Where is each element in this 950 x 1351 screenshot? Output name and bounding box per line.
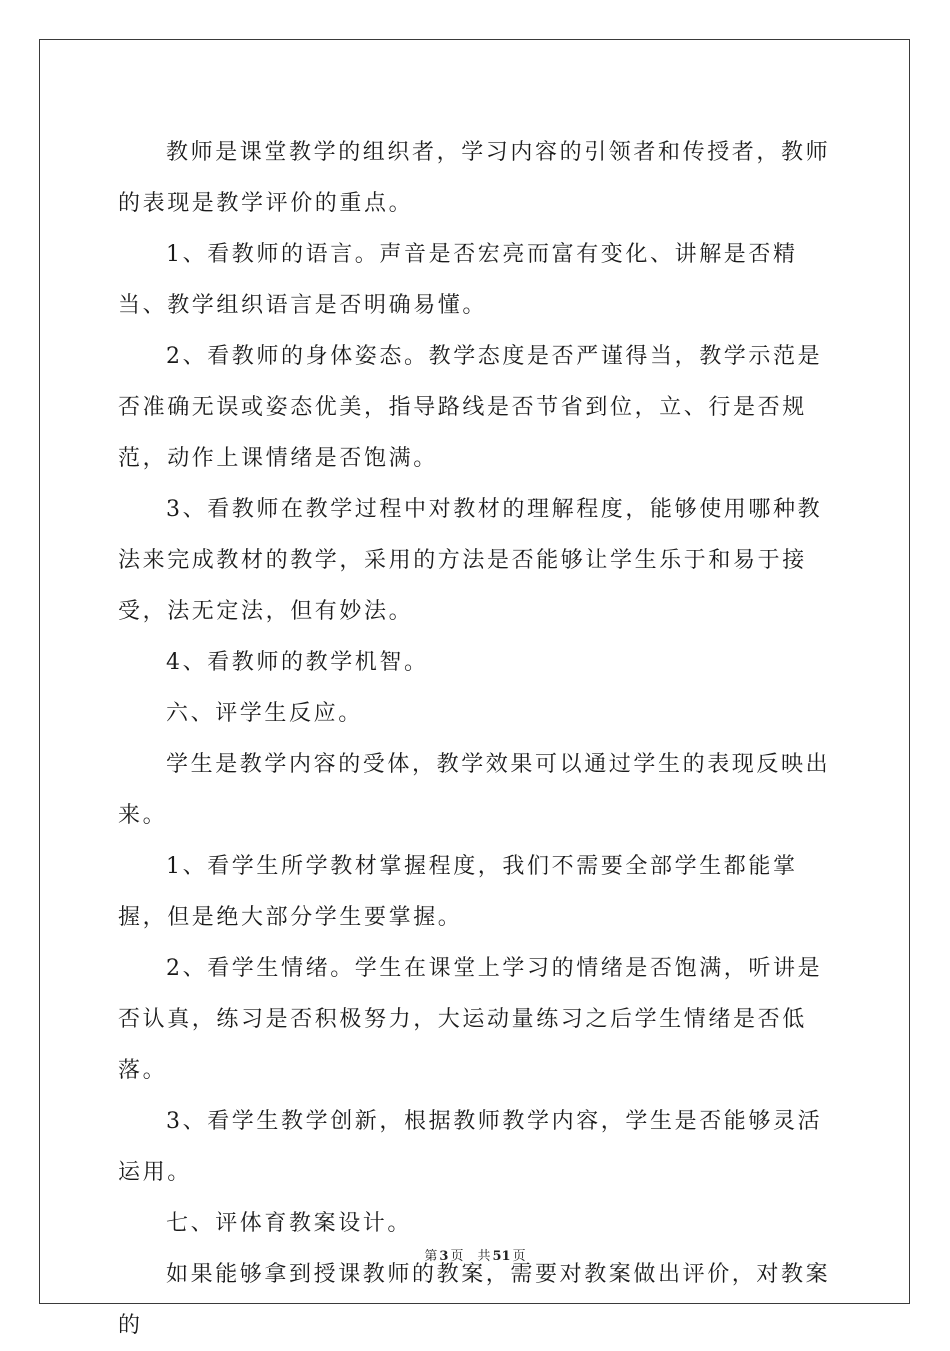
paragraph: 3、看教师在教学过程中对教材的理解程度，能够使用哪种教法来完成教材的教学，采用的方法是否能够让学生乐于和易于接受，法无定法，但有妙法。 [118,497,823,624]
total-pages: 51 [492,1249,511,1264]
total-label-suffix: 页 [512,1249,526,1264]
paragraph: 4、看教师的教学机智。 [166,650,429,675]
page-footer [0,1245,950,1264]
page-number: 3 [439,1249,449,1264]
document-body [118,127,836,1351]
paragraph: 2、看学生情绪。学生在课堂上学习的情绪是否饱满，听讲是否认真，练习是否积极努力，大运动量练习之后学生情绪是否低落。 [118,956,823,1083]
total-label-prefix: 共 [477,1249,491,1264]
paragraph: 如果能够拿到授课教师的教案，需要对教案做出评价，对教案的 [118,1262,831,1338]
paragraph: 3、看学生教学创新，根据教师教学内容，学生是否能够灵活运用。 [118,1109,823,1185]
paragraph: 学生是教学内容的受体，教学效果可以通过学生的表现反映出来。 [118,752,831,828]
paragraph: 1、看教师的语言。声音是否宏亮而富有变化、讲解是否精当、教学组织语言是否明确易懂。 [118,242,798,318]
paragraph: 教师是课堂教学的组织者，学习内容的引领者和传授者，教师的表现是教学评价的重点。 [118,140,831,216]
paragraph: 2、看教师的身体姿态。教学态度是否严谨得当，教学示范是否准确无误或姿态优美，指导路线是否节省到位，立、行是否规范，动作上课情绪是否饱满。 [118,344,823,471]
section-heading: 七、评体育教案设计。 [166,1211,413,1236]
paragraph: 1、看学生所学教材掌握程度，我们不需要全部学生都能掌握，但是绝大部分学生要掌握。 [118,854,798,930]
section-heading: 六、评学生反应。 [166,701,363,726]
page-label-suffix: 页 [450,1249,464,1264]
page-label-prefix: 第 [424,1249,438,1264]
